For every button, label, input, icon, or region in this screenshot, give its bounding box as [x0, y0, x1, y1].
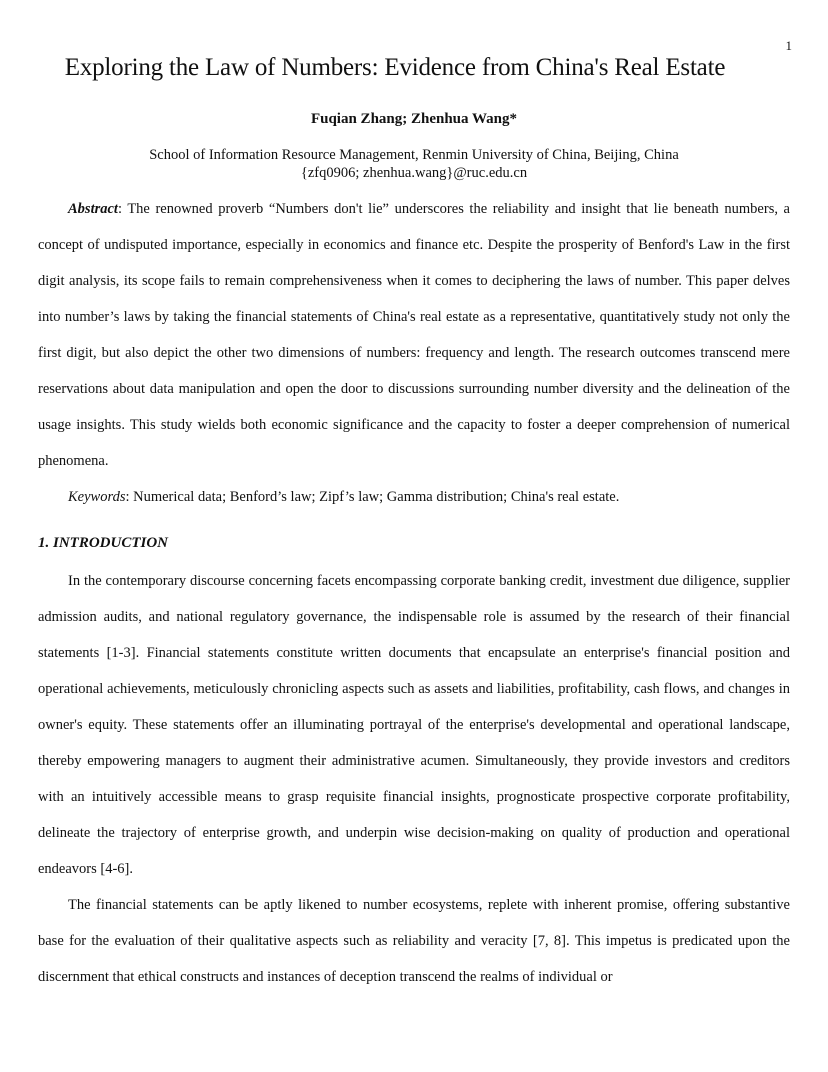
affiliation: School of Information Resource Management, Renmin University of China, Beijing, China	[149, 147, 679, 163]
keywords	[38, 479, 790, 515]
abstract-text: : The renowned proverb “Numbers don't lie” underscores the reliability and insight that lie beneath numbers, a concept of undisputed importance, especially in economics and finance etc. Despite the prosperity of Benford's Law in the first digit analysis, its scope fails to remain comprehensiveness when it comes to deciphering the laws of number. This paper delves into number’s laws by taking the financial statements of China's real estate as a representative, quantitatively study not only the first digit, but also depict the other two dimensions of numbers: frequency and length. The research outcomes transcend mere reservations about data manipulation and open the door to discussions surrounding number diversity and the delineation of the usage insights. This study wields both economic significance and the capacity to foster a deeper comprehension of numerical phenomena.	[38, 201, 790, 469]
section-heading-introduction: 1. INTRODUCTION	[38, 535, 169, 551]
keywords-label: Keywords	[68, 489, 126, 505]
introduction-body	[38, 563, 790, 995]
abstract	[38, 191, 790, 479]
affiliation-block	[0, 146, 828, 182]
abstract-label: Abstract	[68, 201, 118, 217]
authors: Fuqian Zhang; Zhenhua Wang*	[310, 111, 518, 127]
author-emails: {zfq0906; zhenhua.wang}@ruc.edu.cn	[300, 165, 528, 181]
introduction-paragraph: In the contemporary discourse concerning facets encompassing corporate banking credit, investment due diligence, supplier admission audits, and national regulatory governance, the indispensable role is assumed by the research of their financial statements [1-3]. Financial statements constitute written documents that encapsulate an enterprise's financial position and operational achievements, meticulously chronicling aspects such as assets and liabilities, profitability, cash flows, and changes in owner's equity. These statements offer an illuminating portrayal of the enterprise's developmental and operational landscape, thereby empowering managers to augment their administrative acumen. Simultaneously, they provide investors and creditors with an intuitively accessible means to grasp requisite financial insights, prognosticate prospective corporate profitability, delineate the trajectory of enterprise growth, and underpin wise decision-making on quality of production and operational endeavors [4-6].	[38, 573, 790, 877]
keywords-text: : Numerical data; Benford’s law; Zipf’s law; Gamma distribution; China's real estate.	[125, 489, 620, 505]
introduction-paragraph: The financial statements can be aptly likened to number ecosystems, replete with inherent promise, offering substantive base for the evaluation of their qualitative aspects such as reliability and veracity [7, 8]. This impetus is predicated upon the discernment that ethical constructs and instances of deception transcend the realms of individual or	[38, 897, 790, 985]
page-number: 1	[785, 38, 792, 53]
paper-title: Exploring the Law of Numbers: Evidence from China's Real Estate	[64, 54, 726, 81]
